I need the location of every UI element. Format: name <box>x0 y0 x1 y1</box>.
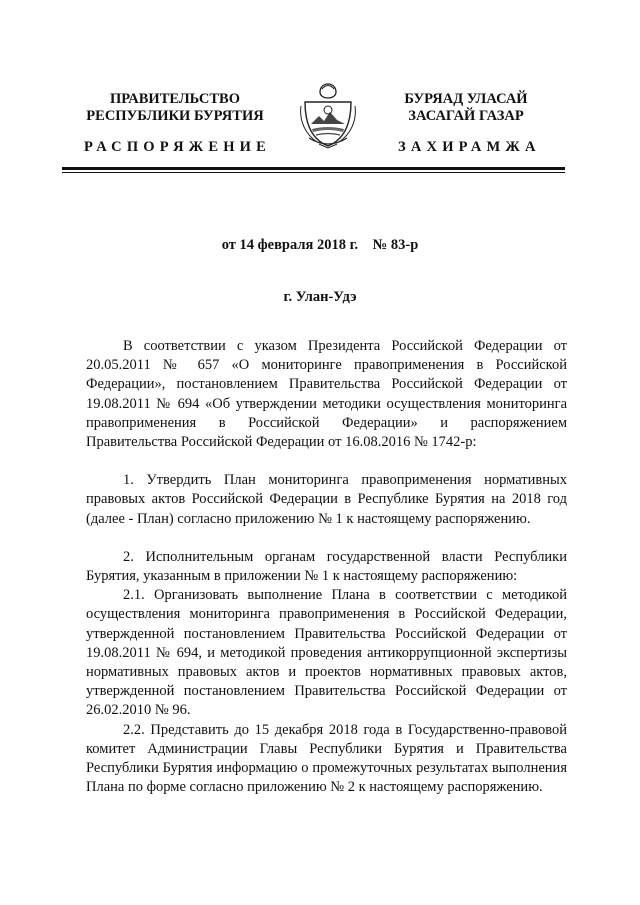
government-name-buryat <box>366 91 566 125</box>
document-body <box>86 337 567 797</box>
clause-2-2-paragraph: 2.2. Представить до 15 декабря 2018 года в Государственно-правовой комитет Администрации Главы Республики Бурятия и Правительства Республики Бурятия информацию о промежуточных результатах выполнения Плана по форме согласно приложению № 2 к настоящему распоряжению. <box>86 721 567 796</box>
preamble-paragraph: В соответствии с указом Президента Российской Федерации от 20.05.2011 № 657 «О мониторинге правоприменения в Российской Федерации», постановлением Правительства Российской Федерации от 19.08.2011 № 694 «Об утверждении методики осуществления мониторинга правоприменения в Российской Федерации» и распоряжением Правительства Российской Федерации от 16.08.2016 № 1742-р: <box>86 338 567 451</box>
document-city: г. Улан-Удэ <box>283 289 357 305</box>
clause-2-1-paragraph: 2.1. Организовать выполнение Плана в соответствии с методикой осуществления мониторинга правоприменения в Российской Федерации, утвержденной постановлением Правительства Российской Федерации от 19.08.2011 № 694, и методикой проведения антикоррупционной экспертизы нормативных правовых актов и проектов нормативных правовых актов, утвержденной постановлением Правительства Российской Федерации от 26.02.2010 № 96. <box>86 587 567 719</box>
org-line: РЕСПУБЛИКИ БУРЯТИЯ <box>86 108 264 124</box>
document-type-buryat: ЗАХИРАМЖА <box>398 139 541 155</box>
clause-2-paragraph: 2. Исполнительным органам государственной власти Республики Бурятия, указанным в приложении № 1 к настоящему распоряжению: <box>86 548 567 585</box>
coat-of-arms-icon <box>297 80 359 150</box>
document-type-russian: РАСПОРЯЖЕНИЕ <box>84 139 272 155</box>
org-line: ПРАВИТЕЛЬСТВО <box>110 91 240 107</box>
document-date-number: от 14 февраля 2018 г. № 83-р <box>221 237 419 253</box>
clause-1-paragraph: 1. Утвердить План мониторинга правоприменения нормативных правовых актов Российской Федерации в Республике Бурятия на 2018 год (далее - План) согласно приложению № 1 к настоящему распоряжению. <box>86 472 567 527</box>
header-divider-thin <box>62 172 565 173</box>
government-name-russian <box>60 91 290 125</box>
org-line: ЗАСАГАЙ ГАЗАР <box>408 108 524 124</box>
paragraph-gap <box>86 452 567 471</box>
header-divider-thick <box>62 167 565 170</box>
paragraph-gap <box>86 529 567 548</box>
org-line: БУРЯАД УЛАСАЙ <box>404 91 528 107</box>
